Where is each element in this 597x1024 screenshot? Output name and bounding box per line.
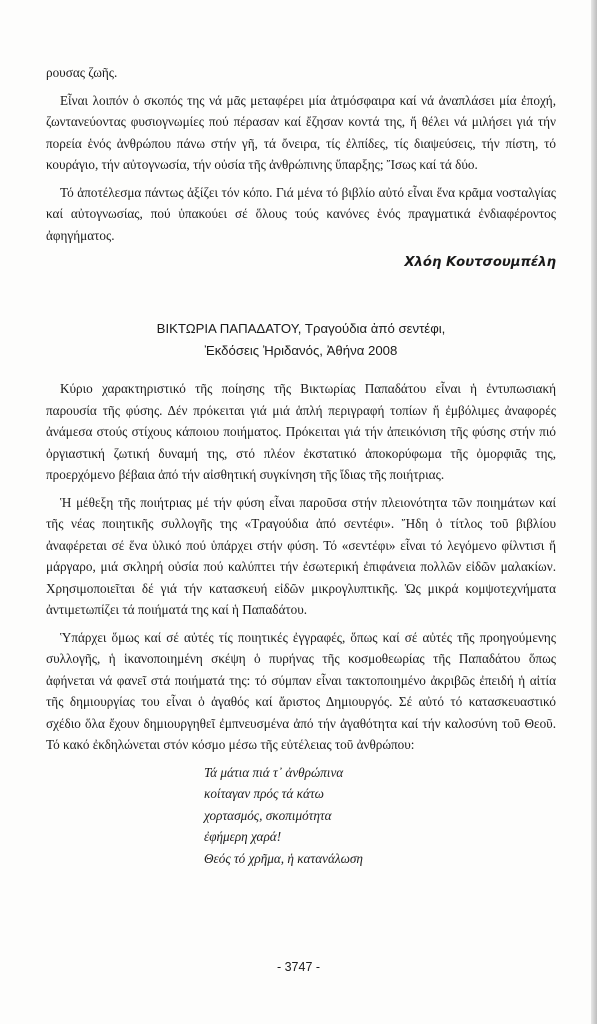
poem-line: ἐφήμερη χαρά! bbox=[204, 829, 282, 844]
poem-line: χορτασμός, σκοπιμότητα bbox=[204, 807, 332, 823]
book-publisher: Ἐκδόσεις Ἠριδανός, Ἀθήνα 2008 bbox=[204, 343, 398, 358]
review-body bbox=[46, 378, 556, 869]
paragraph: Τό ἀποτέλεσμα πάντως ἀξίζει τόν κόπο. Γιά μένα τό βιβλίο αὐτό εἶναι ἕνα κρᾶμα νοσταλγίας καί αὐτογνωσίας, πού ὑπακούει σέ ὅλους τούς κανόνες ἑνός πραγματικά ἐνδιαφέροντος ἀφηγήματος. bbox=[46, 184, 556, 243]
page-number: - 3747 - bbox=[276, 960, 321, 974]
poem-line: Θεός τό χρῆμα, ἡ κατανάλωση bbox=[204, 850, 363, 866]
paragraph: Κύριο χαρακτηριστικό τῆς ποίησης τῆς Βικτωρίας Παπαδάτου εἶναι ἡ ἐντυπωσιακή παρουσία τῆς φύσης. Δέν πρόκειται γιά μιά ἁπλή περιγραφή τοπίων ἤ ἐμβόλιμες ἀναφορές ἀνάμεσα στούς στίχους κάποιου ποιήματος. Πρόκειται γιά τήν ἀπεικόνιση τῆς φύσης στήν πιό ὀργιαστική ζωτική δυναμή της, στό πλέον ἐκστατικό ἀποκορύφωμα τῆς ὀμορφιᾶς της, προερχόμενο βέβαια ἀπό τήν αἰσθητική συγκίνηση τῆς ἴδιας τῆς ποιήτριας. bbox=[46, 381, 556, 482]
poem-line: κοίταγαν πρός τά κάτω bbox=[204, 786, 324, 801]
poem-excerpt bbox=[204, 762, 556, 870]
paragraph: Ἡ μέθεξη τῆς ποιήτριας μέ τήν φύση εἶναι παροῦσα στήν πλειονότητα τῶν ποιημάτων καί τῆς νέας ποιητικῆς συλλογῆς της «Τραγούδια ἀπό σεντέφι». Ἤδη ὁ τίτλος τοῦ βιβλίου ἀναφέρεται σέ ἕνα ὑλικό πού ὑπάρχει στήν φύση. Τό «σεντέφι» εἶναι τό λεγόμενο φίλντισι ἤ μάργαρο, μιά σκληρή οὐσία πού καλύπτει τήν ἐσωτερική ἐπιφάνεια πολλῶν εἰδῶν μαλακίων. Χρησιμοποιεῖται δέ γιά τήν κατασκευή εἰδῶν μικρογλυπτικῆς. Ὡς μικρά κομψοτεχνήματα ἀντιμετωπίζει τά ποιήματά της καί ἡ Παπαδάτου. bbox=[46, 494, 556, 617]
poem-line: Τά μάτια πιά τ᾽ ἀνθρώπινα bbox=[204, 764, 344, 780]
author-signature: Χλόη Κουτσουμπέλη bbox=[404, 255, 556, 270]
paragraph: Εἶναι λοιπόν ὁ σκοπός της νά μᾶς μεταφέρει μία ἀτμόσφαιρα καί νά ἀναπλάσει μία ἐποχή, ζωντανεύοντας φυσιογνωμίες πού πέρασαν καί ἔζησαν κοντά της, ἤ θέλει νά μιλήσει γιά τήν πορεία ἑνός ἀνθρώπου πάνω στήν γῆ, τά ὄνειρα, τίς ἐλπίδες, τίς διαψεύσεις, τήν πίστη, τό κουράγιο, τήν αὐτογνωσία, τήν οὐσία τῆς ἀνθρώπινης ὕπαρξης; Ἴσως καί τά δύο. bbox=[46, 92, 556, 172]
paragraph: Ὑπάρχει ὅμως καί σέ αὐτές τίς ποιητικές ἐγγραφές, ὅπως καί σέ αὐτές τῆς προηγούμενης συλλογῆς, ἡ ἱκανοποιημένη σκέψη ὁ πυρήνας τῆς κοσμοθεωρίας τῆς Παπαδάτου ὅπως ἀφήνεται νά φανεῖ στά ποιήματά της: τό σύμπαν εἶναι τακτοποιημένο ἀκριβῶς ἐπειδή ἡ αἰτία τῆς δημιουργίας του εἶναι ὁ ἀγαθός καί ἄριστος Δημιουργός. Σέ αὐτό τό κατασκευαστικό σχέδιο ὅλα ἔχουν δημιουργηθεῖ ἐμπνευσμένα ἀπό τήν ἀγαθότητα καί τήν καλοσύνη τοῦ Θεοῦ. Τό κακό ἐκδηλώνεται στόν κόσμο μέσω τῆς εὐτέλειας τοῦ ἀνθρώπου: bbox=[46, 629, 556, 752]
top-section bbox=[46, 62, 556, 274]
book-title: ΒΙΚΤΩΡΙΑ ΠΑΠΑΔΑΤΟΥ, Τραγούδια ἀπό σεντέφι, bbox=[156, 321, 446, 336]
paragraph: ρουσας ζωῆς. bbox=[46, 65, 118, 80]
review-heading bbox=[46, 318, 556, 362]
